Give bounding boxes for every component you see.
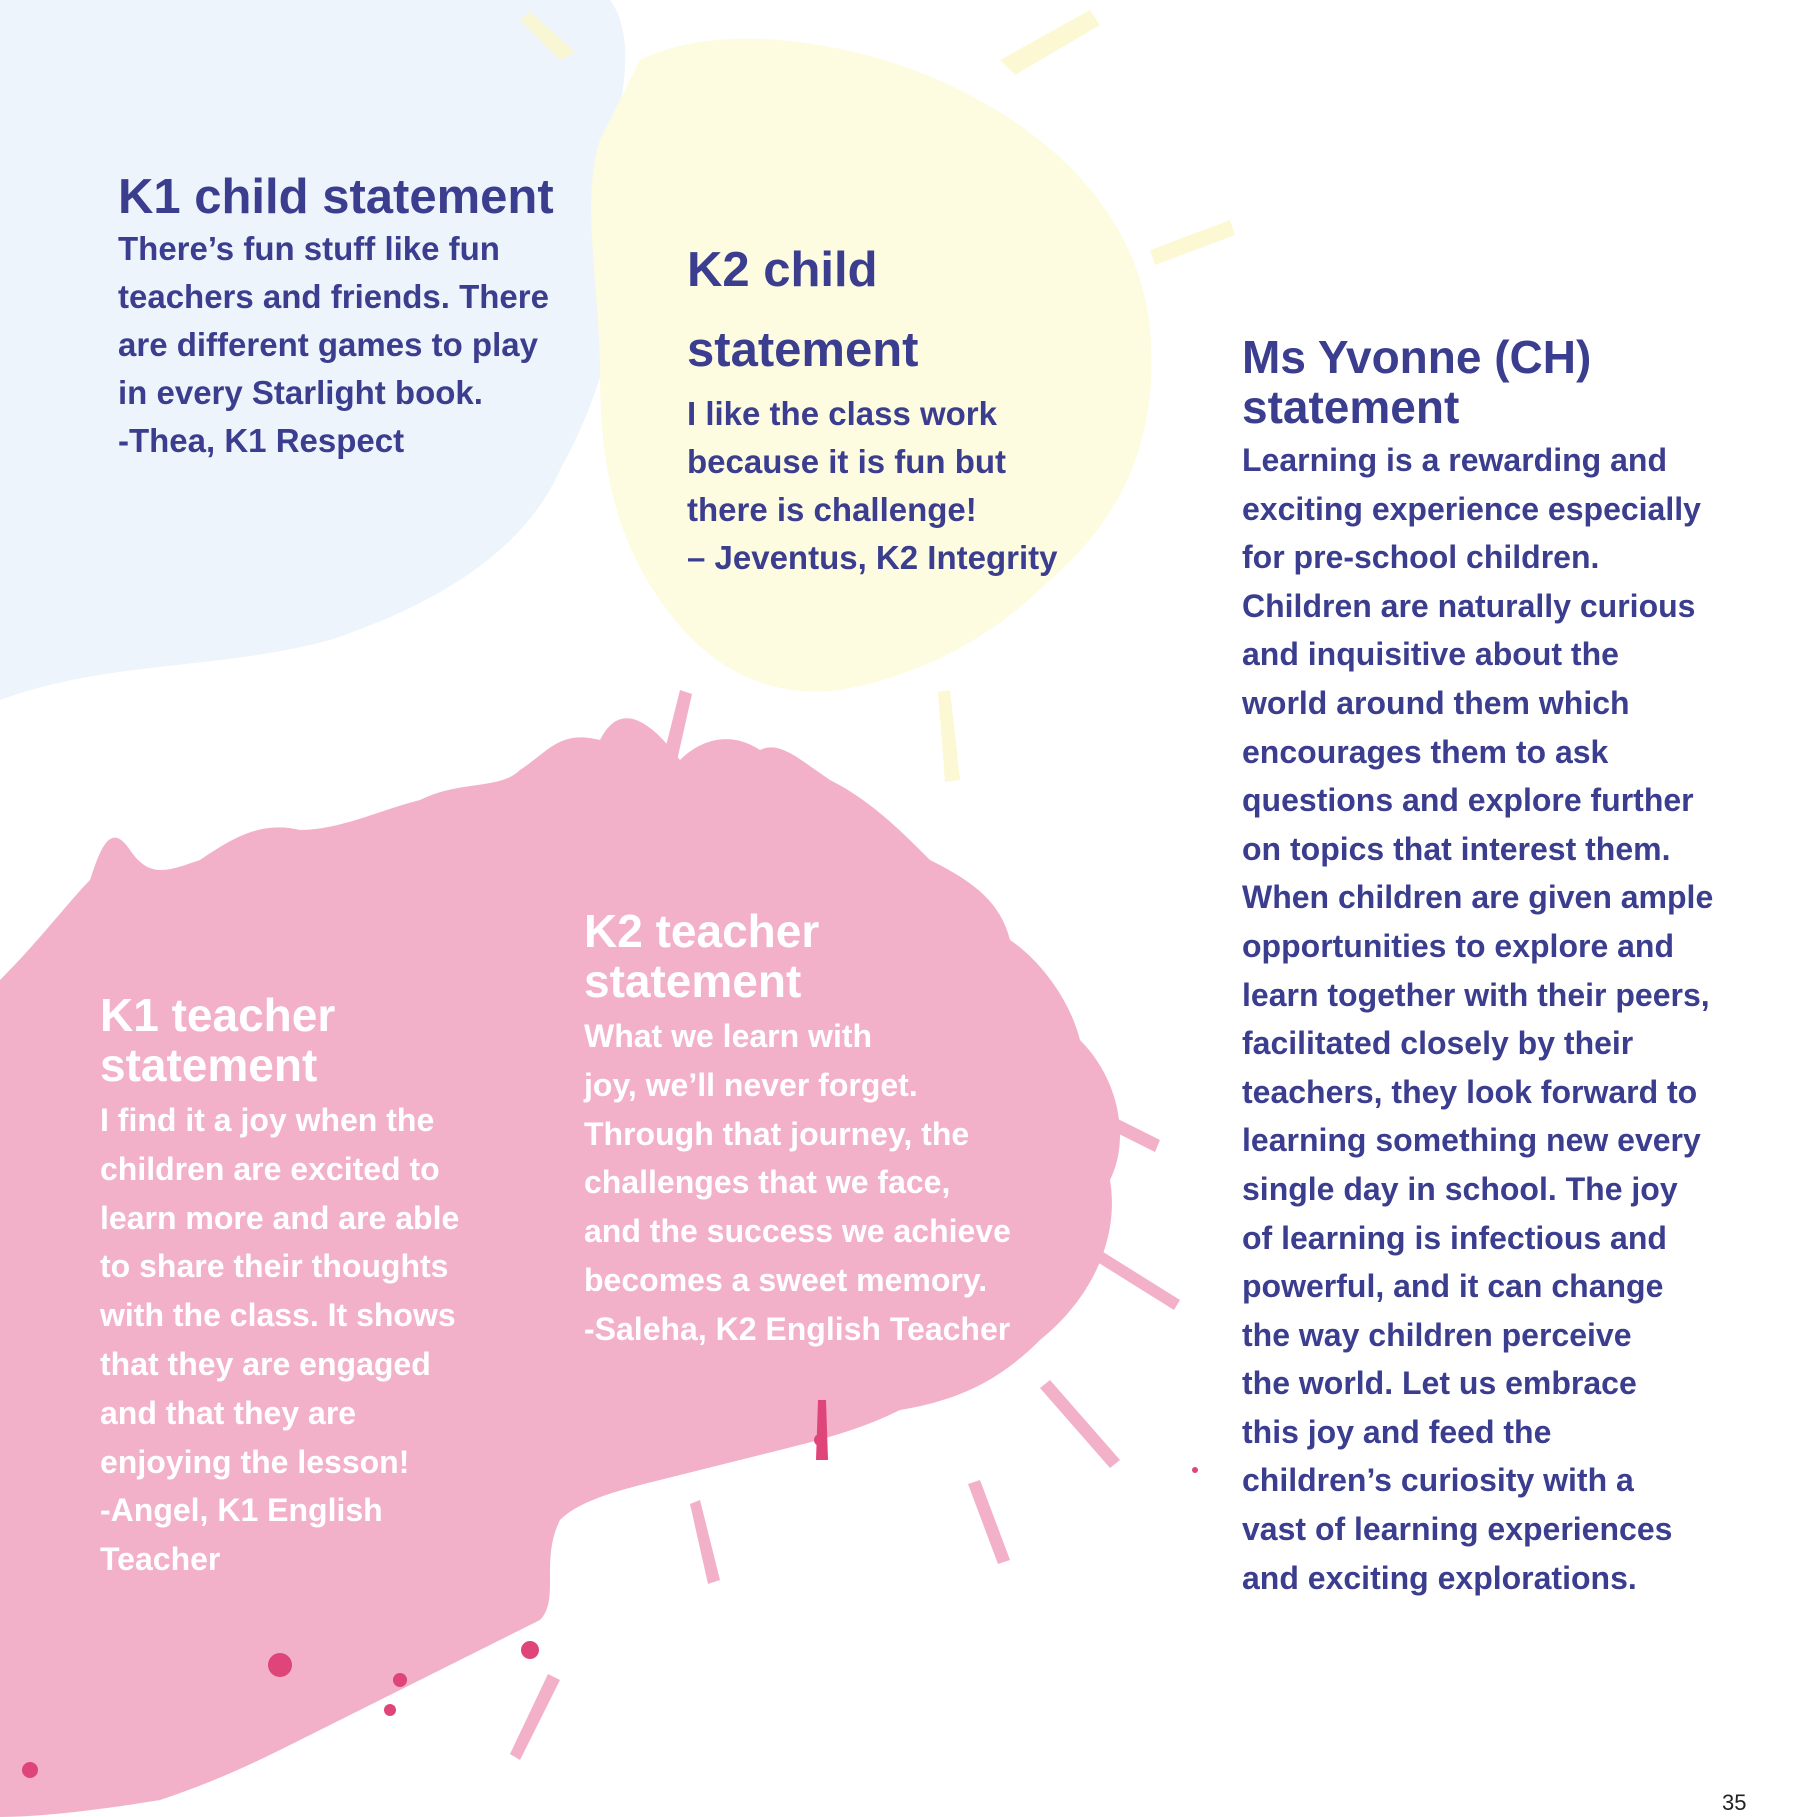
text-line: and inquisitive about the — [1242, 636, 1619, 673]
k2-child-title — [687, 230, 1057, 390]
ms-yvonne-statement — [1242, 332, 1713, 1602]
text-line: I find it a joy when the — [100, 1102, 435, 1138]
text-line: There’s fun stuff like fun — [118, 230, 500, 268]
text-line: with the class. It shows — [100, 1297, 456, 1334]
attribution: Teacher — [100, 1541, 221, 1578]
text-line: teachers, they look forward to — [1242, 1073, 1698, 1110]
text-line: this joy and feed the — [1242, 1413, 1552, 1450]
text-line: are different games to play — [118, 326, 538, 364]
title-line: statement — [1242, 381, 1460, 433]
k2-child-text — [687, 390, 1057, 582]
page-number: 35 — [1722, 1790, 1747, 1815]
text-line: learning something new every — [1242, 1122, 1701, 1159]
ms-yvonne-text — [1242, 436, 1713, 1602]
title-line: statement — [584, 955, 802, 1007]
text-line: the world. Let us embrace — [1242, 1365, 1637, 1402]
text-line: the way children perceive — [1242, 1316, 1632, 1353]
k1-teacher-text — [100, 1096, 459, 1584]
text-line: for pre-school children. — [1242, 539, 1600, 576]
text-line: and exciting explorations. — [1242, 1559, 1637, 1596]
text-line: that they are engaged — [100, 1345, 431, 1382]
attribution: -Angel, K1 English — [100, 1492, 383, 1529]
text-line: because it is fun but — [687, 443, 1007, 480]
k2-teacher-title — [584, 906, 1011, 1006]
text-line: learn more and are able — [100, 1199, 460, 1236]
text-line: and the success we achieve — [584, 1213, 1011, 1250]
title-line: Ms Yvonne (CH) — [1242, 331, 1592, 383]
k2-child-statement — [687, 230, 1057, 582]
k1-child-title: K1 child statement — [118, 170, 554, 224]
k1-teacher-statement — [100, 990, 459, 1584]
text-line: world around them which — [1242, 684, 1630, 721]
text-line: joy, we’ll never forget. — [584, 1066, 918, 1103]
text-line: of learning is infectious and — [1242, 1219, 1667, 1256]
k1-child-text — [118, 225, 554, 465]
text-line: children’s curiosity with a — [1242, 1462, 1634, 1499]
title-line: K2 teacher — [584, 905, 820, 957]
text-line: to share their thoughts — [100, 1248, 449, 1285]
text-line: I like the class work — [687, 395, 997, 432]
text-line: challenges that we face, — [584, 1164, 951, 1201]
text-line: facilitated closely by their — [1242, 1025, 1634, 1062]
text-line: teachers and friends. There — [118, 278, 549, 316]
text-line: When children are given ample — [1242, 879, 1714, 916]
title-line: statement — [687, 323, 919, 377]
k2-teacher-statement — [584, 906, 1011, 1354]
text-line: Learning is a rewarding and — [1242, 442, 1667, 478]
title-line: K2 child — [687, 243, 878, 297]
attribution: -Thea, K1 Respect — [118, 422, 405, 460]
title-line: K1 teacher — [100, 989, 336, 1041]
text-line: What we learn with — [584, 1018, 873, 1054]
text-line: in every Starlight book. — [118, 374, 483, 412]
k2-teacher-text — [584, 1012, 1011, 1354]
text-line: becomes a sweet memory. — [584, 1261, 988, 1298]
text-line: Children are naturally curious — [1242, 587, 1696, 624]
text-line: learn together with their peers, — [1242, 976, 1710, 1013]
text-line: questions and explore further — [1242, 782, 1694, 819]
ms-yvonne-title — [1242, 332, 1713, 432]
text-line: on topics that interest them. — [1242, 830, 1671, 867]
text-line: children are excited to — [100, 1150, 440, 1187]
k1-child-statement — [118, 172, 554, 465]
text-line: powerful, and it can change — [1242, 1268, 1664, 1305]
text-line: enjoying the lesson! — [100, 1443, 410, 1480]
text-line: Through that journey, the — [584, 1115, 970, 1152]
text-line: opportunities to explore and — [1242, 927, 1675, 964]
text-line: single day in school. The joy — [1242, 1170, 1678, 1207]
title-line: statement — [100, 1039, 318, 1091]
text-line: and that they are — [100, 1394, 357, 1431]
text-line: there is challenge! — [687, 491, 977, 528]
attribution: – Jeventus, K2 Integrity — [687, 539, 1058, 576]
text-line: exciting experience especially — [1242, 490, 1701, 527]
attribution: -Saleha, K2 English Teacher — [584, 1310, 1011, 1347]
k1-teacher-title — [100, 990, 459, 1090]
text-line: encourages them to ask — [1242, 733, 1609, 770]
text-line: vast of learning experiences — [1242, 1511, 1673, 1548]
